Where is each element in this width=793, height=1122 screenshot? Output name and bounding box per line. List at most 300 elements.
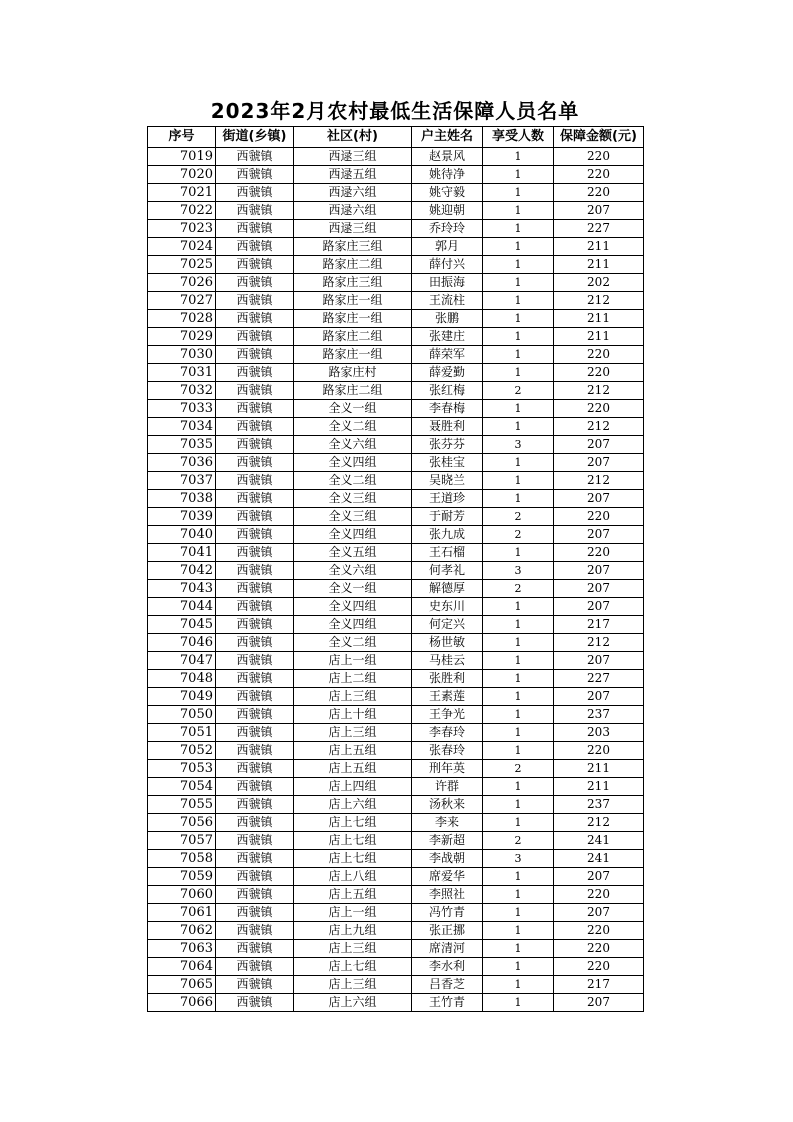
street-cell: 西虢镇 [216,688,294,706]
serial-cell: 7031 [148,364,216,382]
street-cell: 西虢镇 [216,400,294,418]
table-row [148,994,644,1012]
serial-cell: 7045 [148,616,216,634]
serial-cell: 7029 [148,328,216,346]
street-cell: 西虢镇 [216,796,294,814]
householder-cell: 郭月 [412,238,483,256]
people-count-cell: 1 [483,202,554,220]
community-cell: 西逯三组 [294,148,412,166]
householder-cell: 吕香芝 [412,976,483,994]
community-cell: 西逯三组 [294,220,412,238]
community-cell: 全义三组 [294,490,412,508]
householder-cell: 王争光 [412,706,483,724]
amount-cell: 207 [554,526,644,544]
amount-cell: 220 [554,400,644,418]
people-count-cell: 1 [483,634,554,652]
amount-cell: 220 [554,346,644,364]
serial-cell: 7022 [148,202,216,220]
amount-cell: 227 [554,220,644,238]
serial-cell: 7028 [148,310,216,328]
people-count-cell: 1 [483,346,554,364]
serial-cell: 7056 [148,814,216,832]
people-count-cell: 1 [483,400,554,418]
people-count-cell: 1 [483,256,554,274]
table-row [148,904,644,922]
table-row [148,418,644,436]
householder-cell: 解德厚 [412,580,483,598]
table-row [148,310,644,328]
table-row [148,346,644,364]
amount-cell: 212 [554,634,644,652]
householder-cell: 李春梅 [412,400,483,418]
table-row [148,166,644,184]
amount-cell: 220 [554,148,644,166]
street-cell: 西虢镇 [216,310,294,328]
header-householder: 户主姓名 [412,127,483,148]
amount-cell: 220 [554,544,644,562]
people-count-cell: 1 [483,310,554,328]
people-count-cell: 1 [483,598,554,616]
people-count-cell: 1 [483,454,554,472]
householder-cell: 李水利 [412,958,483,976]
householder-cell: 乔玲玲 [412,220,483,238]
street-cell: 西虢镇 [216,490,294,508]
householder-cell: 姚待净 [412,166,483,184]
serial-cell: 7055 [148,796,216,814]
serial-cell: 7046 [148,634,216,652]
people-count-cell: 1 [483,778,554,796]
community-cell: 路家庄一组 [294,346,412,364]
amount-cell: 207 [554,580,644,598]
community-cell: 店上三组 [294,940,412,958]
table-row [148,958,644,976]
householder-cell: 张鹏 [412,310,483,328]
table-row [148,616,644,634]
table-row [148,526,644,544]
people-count-cell: 2 [483,508,554,526]
serial-cell: 7050 [148,706,216,724]
householder-cell: 席清河 [412,940,483,958]
table-row [148,922,644,940]
community-cell: 店上四组 [294,778,412,796]
householder-cell: 王流柱 [412,292,483,310]
householder-cell: 张建庄 [412,328,483,346]
table-row [148,238,644,256]
people-count-cell: 1 [483,868,554,886]
people-count-cell: 1 [483,976,554,994]
amount-cell: 237 [554,796,644,814]
table-header-row [148,127,644,148]
serial-cell: 7066 [148,994,216,1012]
serial-cell: 7019 [148,148,216,166]
amount-cell: 207 [554,598,644,616]
community-cell: 店上八组 [294,868,412,886]
householder-cell: 王道珍 [412,490,483,508]
householder-cell: 冯竹青 [412,904,483,922]
street-cell: 西虢镇 [216,292,294,310]
people-count-cell: 1 [483,670,554,688]
householder-cell: 王素莲 [412,688,483,706]
community-cell: 全义二组 [294,634,412,652]
amount-cell: 212 [554,382,644,400]
amount-cell: 211 [554,310,644,328]
people-count-cell: 1 [483,904,554,922]
amount-cell: 220 [554,922,644,940]
table-row [148,742,644,760]
householder-cell: 何定兴 [412,616,483,634]
street-cell: 西虢镇 [216,742,294,760]
amount-cell: 211 [554,760,644,778]
community-cell: 路家庄二组 [294,256,412,274]
householder-cell: 汤秋来 [412,796,483,814]
householder-cell: 李战朝 [412,850,483,868]
householder-cell: 刑年英 [412,760,483,778]
amount-cell: 207 [554,436,644,454]
header-community: 社区(村) [294,127,412,148]
amount-cell: 220 [554,958,644,976]
table-row [148,472,644,490]
householder-cell: 张红梅 [412,382,483,400]
community-cell: 店上五组 [294,742,412,760]
table-row [148,976,644,994]
people-count-cell: 1 [483,940,554,958]
community-cell: 店上五组 [294,760,412,778]
community-cell: 全义四组 [294,454,412,472]
street-cell: 西虢镇 [216,724,294,742]
amount-cell: 202 [554,274,644,292]
street-cell: 西虢镇 [216,904,294,922]
people-count-cell: 2 [483,382,554,400]
community-cell: 店上三组 [294,688,412,706]
community-cell: 路家庄村 [294,364,412,382]
householder-cell: 姚迎朝 [412,202,483,220]
community-cell: 西逯六组 [294,202,412,220]
community-cell: 店上七组 [294,958,412,976]
householder-cell: 田振海 [412,274,483,292]
table-row [148,148,644,166]
table-row [148,220,644,238]
serial-cell: 7039 [148,508,216,526]
people-count-cell: 3 [483,850,554,868]
amount-cell: 207 [554,904,644,922]
people-count-cell: 2 [483,580,554,598]
street-cell: 西虢镇 [216,616,294,634]
street-cell: 西虢镇 [216,184,294,202]
householder-cell: 史东川 [412,598,483,616]
people-count-cell: 1 [483,418,554,436]
table-row [148,886,644,904]
page-title: 2023年2月农村最低生活保障人员名单 [210,99,580,123]
community-cell: 全义四组 [294,616,412,634]
community-cell: 店上七组 [294,814,412,832]
street-cell: 西虢镇 [216,562,294,580]
table-row [148,292,644,310]
community-cell: 路家庄一组 [294,310,412,328]
community-cell: 店上一组 [294,904,412,922]
amount-cell: 212 [554,814,644,832]
amount-cell: 212 [554,292,644,310]
community-cell: 路家庄二组 [294,328,412,346]
community-cell: 全义二组 [294,472,412,490]
householder-cell: 张芬芬 [412,436,483,454]
amount-cell: 211 [554,238,644,256]
street-cell: 西虢镇 [216,886,294,904]
householder-cell: 吴晓兰 [412,472,483,490]
amount-cell: 241 [554,832,644,850]
community-cell: 店上六组 [294,796,412,814]
street-cell: 西虢镇 [216,364,294,382]
table-row [148,436,644,454]
table-row [148,598,644,616]
street-cell: 西虢镇 [216,958,294,976]
table-row [148,328,644,346]
people-count-cell: 1 [483,652,554,670]
amount-cell: 220 [554,886,644,904]
serial-cell: 7026 [148,274,216,292]
street-cell: 西虢镇 [216,652,294,670]
serial-cell: 7030 [148,346,216,364]
householder-cell: 赵景风 [412,148,483,166]
serial-cell: 7027 [148,292,216,310]
street-cell: 西虢镇 [216,382,294,400]
street-cell: 西虢镇 [216,508,294,526]
community-cell: 店上七组 [294,850,412,868]
street-cell: 西虢镇 [216,238,294,256]
amount-cell: 220 [554,184,644,202]
street-cell: 西虢镇 [216,922,294,940]
community-cell: 店上三组 [294,724,412,742]
serial-cell: 7057 [148,832,216,850]
street-cell: 西虢镇 [216,436,294,454]
amount-cell: 220 [554,508,644,526]
street-cell: 西虢镇 [216,994,294,1012]
community-cell: 店上九组 [294,922,412,940]
street-cell: 西虢镇 [216,202,294,220]
householder-cell: 杨世敏 [412,634,483,652]
serial-cell: 7044 [148,598,216,616]
header-people-count: 享受人数 [483,127,554,148]
householder-cell: 薛付兴 [412,256,483,274]
street-cell: 西虢镇 [216,706,294,724]
amount-cell: 207 [554,454,644,472]
street-cell: 西虢镇 [216,850,294,868]
table-row [148,580,644,598]
householder-cell: 聂胜利 [412,418,483,436]
householder-cell: 李新超 [412,832,483,850]
table-row [148,256,644,274]
community-cell: 路家庄一组 [294,292,412,310]
street-cell: 西虢镇 [216,472,294,490]
amount-cell: 203 [554,724,644,742]
street-cell: 西虢镇 [216,526,294,544]
street-cell: 西虢镇 [216,778,294,796]
serial-cell: 7051 [148,724,216,742]
street-cell: 西虢镇 [216,598,294,616]
table-row [148,544,644,562]
community-cell: 全义五组 [294,544,412,562]
table-row [148,184,644,202]
householder-cell: 王石榴 [412,544,483,562]
serial-cell: 7020 [148,166,216,184]
householder-cell: 于耐芳 [412,508,483,526]
amount-cell: 207 [554,562,644,580]
community-cell: 店上三组 [294,976,412,994]
serial-cell: 7054 [148,778,216,796]
street-cell: 西虢镇 [216,346,294,364]
table-row [148,688,644,706]
amount-cell: 241 [554,850,644,868]
community-cell: 西逯六组 [294,184,412,202]
householder-cell: 何孝礼 [412,562,483,580]
amount-cell: 237 [554,706,644,724]
people-count-cell: 1 [483,220,554,238]
serial-cell: 7034 [148,418,216,436]
people-count-cell: 1 [483,742,554,760]
table-row [148,400,644,418]
serial-cell: 7065 [148,976,216,994]
community-cell: 店上六组 [294,994,412,1012]
serial-cell: 7025 [148,256,216,274]
street-cell: 西虢镇 [216,832,294,850]
street-cell: 西虢镇 [216,256,294,274]
serial-cell: 7038 [148,490,216,508]
amount-cell: 220 [554,166,644,184]
header-serial: 序号 [148,127,216,148]
householder-cell: 李来 [412,814,483,832]
amount-cell: 211 [554,778,644,796]
people-count-cell: 1 [483,994,554,1012]
table-row [148,868,644,886]
amount-cell: 207 [554,202,644,220]
people-count-cell: 1 [483,238,554,256]
street-cell: 西虢镇 [216,220,294,238]
street-cell: 西虢镇 [216,274,294,292]
people-count-cell: 1 [483,292,554,310]
householder-cell: 席爱华 [412,868,483,886]
serial-cell: 7059 [148,868,216,886]
amount-cell: 227 [554,670,644,688]
people-count-cell: 3 [483,562,554,580]
community-cell: 店上十组 [294,706,412,724]
street-cell: 西虢镇 [216,580,294,598]
street-cell: 西虢镇 [216,418,294,436]
people-count-cell: 1 [483,274,554,292]
people-count-cell: 1 [483,184,554,202]
people-count-cell: 2 [483,832,554,850]
table-row [148,202,644,220]
serial-cell: 7024 [148,238,216,256]
householder-cell: 马桂云 [412,652,483,670]
householder-cell: 李照社 [412,886,483,904]
table-row [148,508,644,526]
community-cell: 路家庄三组 [294,238,412,256]
amount-cell: 220 [554,940,644,958]
serial-cell: 7035 [148,436,216,454]
people-count-cell: 1 [483,616,554,634]
people-count-cell: 1 [483,148,554,166]
community-cell: 西逯五组 [294,166,412,184]
amount-cell: 212 [554,472,644,490]
community-cell: 店上五组 [294,886,412,904]
community-cell: 全义六组 [294,436,412,454]
community-cell: 路家庄二组 [294,382,412,400]
street-cell: 西虢镇 [216,868,294,886]
people-count-cell: 1 [483,886,554,904]
community-cell: 店上二组 [294,670,412,688]
table-row [148,490,644,508]
table-row [148,634,644,652]
community-cell: 店上一组 [294,652,412,670]
table-row [148,796,644,814]
amount-cell: 207 [554,688,644,706]
people-count-cell: 1 [483,490,554,508]
table-row [148,454,644,472]
serial-cell: 7060 [148,886,216,904]
people-count-cell: 1 [483,814,554,832]
street-cell: 西虢镇 [216,454,294,472]
street-cell: 西虢镇 [216,148,294,166]
street-cell: 西虢镇 [216,544,294,562]
amount-cell: 217 [554,976,644,994]
street-cell: 西虢镇 [216,166,294,184]
street-cell: 西虢镇 [216,760,294,778]
serial-cell: 7033 [148,400,216,418]
amount-cell: 207 [554,490,644,508]
header-street: 街道(乡镇) [216,127,294,148]
serial-cell: 7053 [148,760,216,778]
householder-cell: 张正挪 [412,922,483,940]
community-cell: 全义四组 [294,526,412,544]
table-row [148,652,644,670]
amount-cell: 211 [554,328,644,346]
serial-cell: 7021 [148,184,216,202]
street-cell: 西虢镇 [216,634,294,652]
householder-cell: 张胜利 [412,670,483,688]
people-count-cell: 1 [483,688,554,706]
table-row [148,724,644,742]
people-count-cell: 1 [483,724,554,742]
amount-cell: 212 [554,418,644,436]
street-cell: 西虢镇 [216,328,294,346]
householder-cell: 王竹青 [412,994,483,1012]
serial-cell: 7023 [148,220,216,238]
serial-cell: 7036 [148,454,216,472]
householder-cell: 张九成 [412,526,483,544]
serial-cell: 7040 [148,526,216,544]
amount-cell: 211 [554,256,644,274]
amount-cell: 207 [554,652,644,670]
serial-cell: 7058 [148,850,216,868]
serial-cell: 7061 [148,904,216,922]
table-row [148,364,644,382]
street-cell: 西虢镇 [216,976,294,994]
people-count-cell: 1 [483,166,554,184]
amount-cell: 207 [554,994,644,1012]
serial-cell: 7049 [148,688,216,706]
householder-cell: 姚守毅 [412,184,483,202]
community-cell: 路家庄三组 [294,274,412,292]
householder-cell: 许群 [412,778,483,796]
street-cell: 西虢镇 [216,940,294,958]
serial-cell: 7032 [148,382,216,400]
community-cell: 全义三组 [294,508,412,526]
serial-cell: 7062 [148,922,216,940]
serial-cell: 7047 [148,652,216,670]
amount-cell: 207 [554,868,644,886]
householder-cell: 张春玲 [412,742,483,760]
table-row [148,760,644,778]
people-count-cell: 1 [483,544,554,562]
